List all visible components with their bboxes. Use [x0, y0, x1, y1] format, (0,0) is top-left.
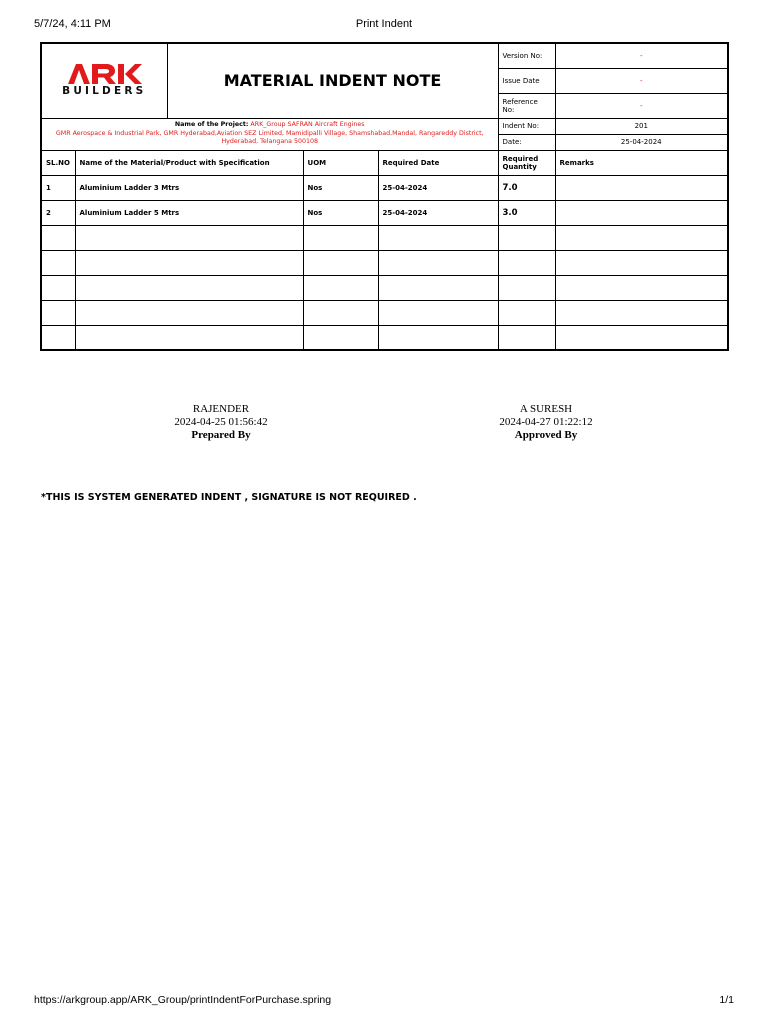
empty-table-row — [41, 275, 728, 300]
approved-by-label: Approved By — [514, 429, 578, 441]
cell-material: Aluminium Ladder 3 Mtrs — [75, 175, 303, 200]
cell-required-quantity: 3.0 — [498, 200, 555, 225]
meta-label-indent-no: Indent No: — [498, 118, 555, 134]
indent-table — [40, 42, 729, 351]
cell-remarks — [555, 200, 728, 225]
column-header-required-quantity: Required Quantity — [498, 150, 555, 175]
document-title: MATERIAL INDENT NOTE — [167, 43, 498, 118]
column-header-sl-no: SL.NO — [41, 150, 75, 175]
cell-required-date: 25-04-2024 — [378, 175, 498, 200]
table-row — [41, 200, 728, 225]
cell-material: Aluminium Ladder 5 Mtrs — [75, 200, 303, 225]
page-count: 1/1 — [719, 994, 734, 1006]
empty-table-row — [41, 225, 728, 250]
approved-by-timestamp: 2024-04-27 01:22:12 — [499, 416, 593, 428]
project-name: ARK_Group SAFRAN Aircraft Engines — [248, 121, 365, 129]
meta-value-indent-no: 201 — [555, 118, 728, 134]
empty-table-row — [41, 250, 728, 275]
print-header — [34, 18, 734, 32]
cell-required-quantity: 7.0 — [498, 175, 555, 200]
ark-logo-mark — [66, 64, 142, 84]
column-header-material: Name of the Material/Product with Specification — [75, 150, 303, 175]
print-footer — [34, 994, 734, 1008]
column-header-uom: UOM — [303, 150, 378, 175]
approved-by-name: A SURESH — [519, 403, 573, 415]
meta-value-issue-date: - — [555, 68, 728, 93]
project-info — [41, 118, 498, 150]
column-header-remarks: Remarks — [555, 150, 728, 175]
meta-label-reference: Reference No: — [498, 93, 555, 118]
cell-remarks — [555, 175, 728, 200]
prepared-by-label: Prepared By — [191, 429, 251, 441]
ark-builders-logo — [62, 64, 146, 97]
print-url: https://arkgroup.app/ARK_Group/printIndentForPurchase.spring — [34, 994, 332, 1006]
meta-value-version: - — [555, 43, 728, 68]
cell-sl-no: 2 — [41, 200, 75, 225]
table-row — [41, 175, 728, 200]
logo-tagline: BUILDERS — [62, 85, 147, 98]
project-label: Name of the Project: — [174, 121, 249, 129]
cell-uom: Nos — [303, 175, 378, 200]
project-address: GMR Aerospace & Industrial Park, GMR Hyderabad,Aviation SEZ Limited, Mamidipalli Village, Shamshabad,Mandal, Rangareddy District, Hyderabad, Telangana 500108 — [55, 129, 484, 146]
meta-value-date: 25-04-2024 — [555, 134, 728, 150]
meta-label-issue-date: Issue Date — [498, 68, 555, 93]
empty-table-row — [41, 325, 728, 350]
column-header-required-date: Required Date — [378, 150, 498, 175]
meta-label-date: Date: — [498, 134, 555, 150]
prepared-by-timestamp: 2024-04-25 01:56:42 — [174, 416, 268, 428]
empty-table-row — [41, 300, 728, 325]
meta-label-version: Version No: — [498, 43, 555, 68]
cell-required-date: 25-04-2024 — [378, 200, 498, 225]
meta-value-reference: - — [555, 93, 728, 118]
print-datetime: 5/7/24, 4:11 PM — [34, 18, 111, 30]
system-generated-note: *THIS IS SYSTEM GENERATED INDENT , SIGNATURE IS NOT REQUIRED . — [41, 492, 417, 503]
cell-sl-no: 1 — [41, 175, 75, 200]
logo-cell — [41, 43, 167, 118]
prepared-by-name: RAJENDER — [192, 403, 250, 415]
print-title: Print Indent — [355, 18, 413, 30]
cell-uom: Nos — [303, 200, 378, 225]
prepared-by-signature — [121, 403, 321, 442]
approved-by-signature — [446, 403, 646, 442]
